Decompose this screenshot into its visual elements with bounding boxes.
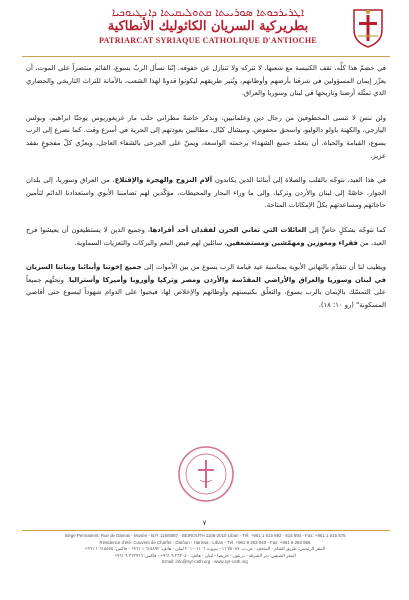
emphasis-grieving-families: العائلات التي تعاني الحزن لفقدان أحد أفرادها [149, 225, 307, 234]
footer-contact: Email: info@syr-cath.org - www.syr-cath.org [162, 559, 248, 565]
paragraph-1: في خضمّ هذا كلِّه، تقف الكنيسة مع شعبها، لا تتركه ولا تتنازل عن حقوقه. إنّنا نسأل الربّ يسوع، القائم منتصراً على الموت، أن يعزّز إيمان المسؤولين في شرقنا بأرضهم وأوطانهم، ويُنير طريقهم ليكونوا قدوةً لهذا الشعب، بالأمانة للتراث التاريخي والحضاري الذي تمثّله أرضنا وتاريخها في لبنان وسوريا والعراق. [26, 64, 386, 98]
paragraph-3: في هذا العيد، نتوجّه بالقلب والصلاة إلى أبنائنا الذين يكابدون آلام النزوح والهجرة والإقتلاع، من العراق وسوريا، إلى بلدان الجوار، خاصّةً إلى لبنان والأردن وتركيا، وإلى ما وراء البحار والمحيطات، مؤكّدين لهم تضامننا الأبوي واستعدادنا الدائم لتأمين حاجاتهم ومساعدتهم بكلّ الإمكانات المتاحة. [26, 176, 386, 210]
emphasis-poor: فقراء ومعوزين ومهمّشين ومستضعفين [226, 238, 358, 247]
paragraph-2: ولن ننسَ لا ننسى المخطوفين من رجال دين وعلمانيين، ونذكر خاصةً مطراني حلب مار غريغوريوس يوحنّا ابراهيم، وبولس اليازجي، والكهنة باولو دالوليو، واسحق محفوض، وميشال كيّال، مطالبين بعودتهم إلى الحرية في أسرع وقت. كما نضرع إلى الرب يسوع، القيامة والحياة، أن يتغمّد جميع الشهداء برحمته الواسعة، ويمنّ على الجرحى بالشفاء العاجل، ويعزّي كلّ مفجوعٍ بفقد عزيز. [26, 113, 386, 160]
letterhead-syriac: ܐܛܪܝܪܟܘܬܐ ܣܘܪܝܝܬܐ ܩܬܘܠܝܩܝܬܐ ܕܐܢܛܝܘܟܝܐ [111, 6, 305, 19]
letterhead [78, 6, 338, 50]
letterhead-arabic: بطريركية السريان الكاثوليك الأنطاكية [107, 19, 309, 34]
footer-summer-ar: المقر الصيفي: دير الشرفة - درعون - حريصا - لبنان - هاتف: ٢٦٣٠٤٠ ٩ ٩٦١+ - فاكس: ٢٦٣٩٦٦ ٩ ٩٦١+ [114, 552, 296, 558]
paragraph-5: ويطيب لنا أن نتقدّم بالتهاني الأبوية بمناسبة عيد قيامة الرب يسوع من بين الأموات إلى جميع إخوتنا وأبنائنا وبناتنا السريان في لبنان وسوريا والعراق والأراضي المقدّسة والأردن ومصر وتركيا وأوروبا وأميركا وأستراليا. ونحثّهم جميعاً على التمسّك بالإيمان بالرب يسوع، والتعلّق بكنيستهم وأوطانهم والإخلاص لها، فيحيوا على الدوام شهوداً ليسوع حتى أقاصي المسكونة" (رو ١٠: ١٨). [26, 263, 386, 309]
paragraph-4: كما نتوجّه بشكلٍ خاصٍّ إلى العائلات التي تعاني الحزن لفقدان أحد أفرادها، وجميع الذين لا يستطيعون أن يعيشوا فرح العيد، من فقراء ومعوزين ومهمّشين ومستضعفين، سائلين لهم فيض النعم والبركات والتعزيات السماوية. [26, 225, 386, 247]
letterhead-french: PATRIARCAT SYRIAQUE CATHOLIQUE D'ANTIOCHE [98, 36, 318, 45]
letterhead-footer [22, 533, 388, 566]
page-number: ٧ [202, 519, 207, 527]
header-divider [22, 56, 390, 57]
letter-body [26, 62, 386, 324]
emphasis-faithful: جميع إخوتنا وأبنائنا وبناتنا السريان في لبنان وسوريا والعراق والأراضي المقدّسة والأردن ومصر وتركيا وأوروبا وأميركا وأستراليا [26, 263, 386, 284]
footer-divider [22, 530, 390, 531]
emphasis-displacement: آلام النزوح والهجرة والإقتلاع [114, 176, 213, 185]
patriarchate-crest-icon [346, 6, 390, 50]
footer-summer-fr: Résidence d'été: Couvent de Charfet - Darôun - Harissa - Liban - Tél. +961 9 263 040 - Fax: +961 9 263 966 [99, 539, 311, 545]
footer-address-fr: Siège Permanent: Rue de Damas - Musée - B.P. 116/5087 - BEIROUTH 1106-2010 Liban - Tél. +961 1 615 892 - 615 894 - Fax: +961 1 615 575 [64, 533, 346, 538]
official-seal-icon [176, 444, 236, 504]
footer-address-ar: المقر الرئيسي: طريق الشام - المتحف - ص.ب. ١١٦/٥٠٨٧ - بيروت ١١٠٦-٢٠١٠ لبنان - هاتف: ٦١٥٨٩٢ ١ ٩٦١+ - فاكس: ٦١٥٥٧٥ ١ ٩٦١+ [84, 546, 326, 552]
